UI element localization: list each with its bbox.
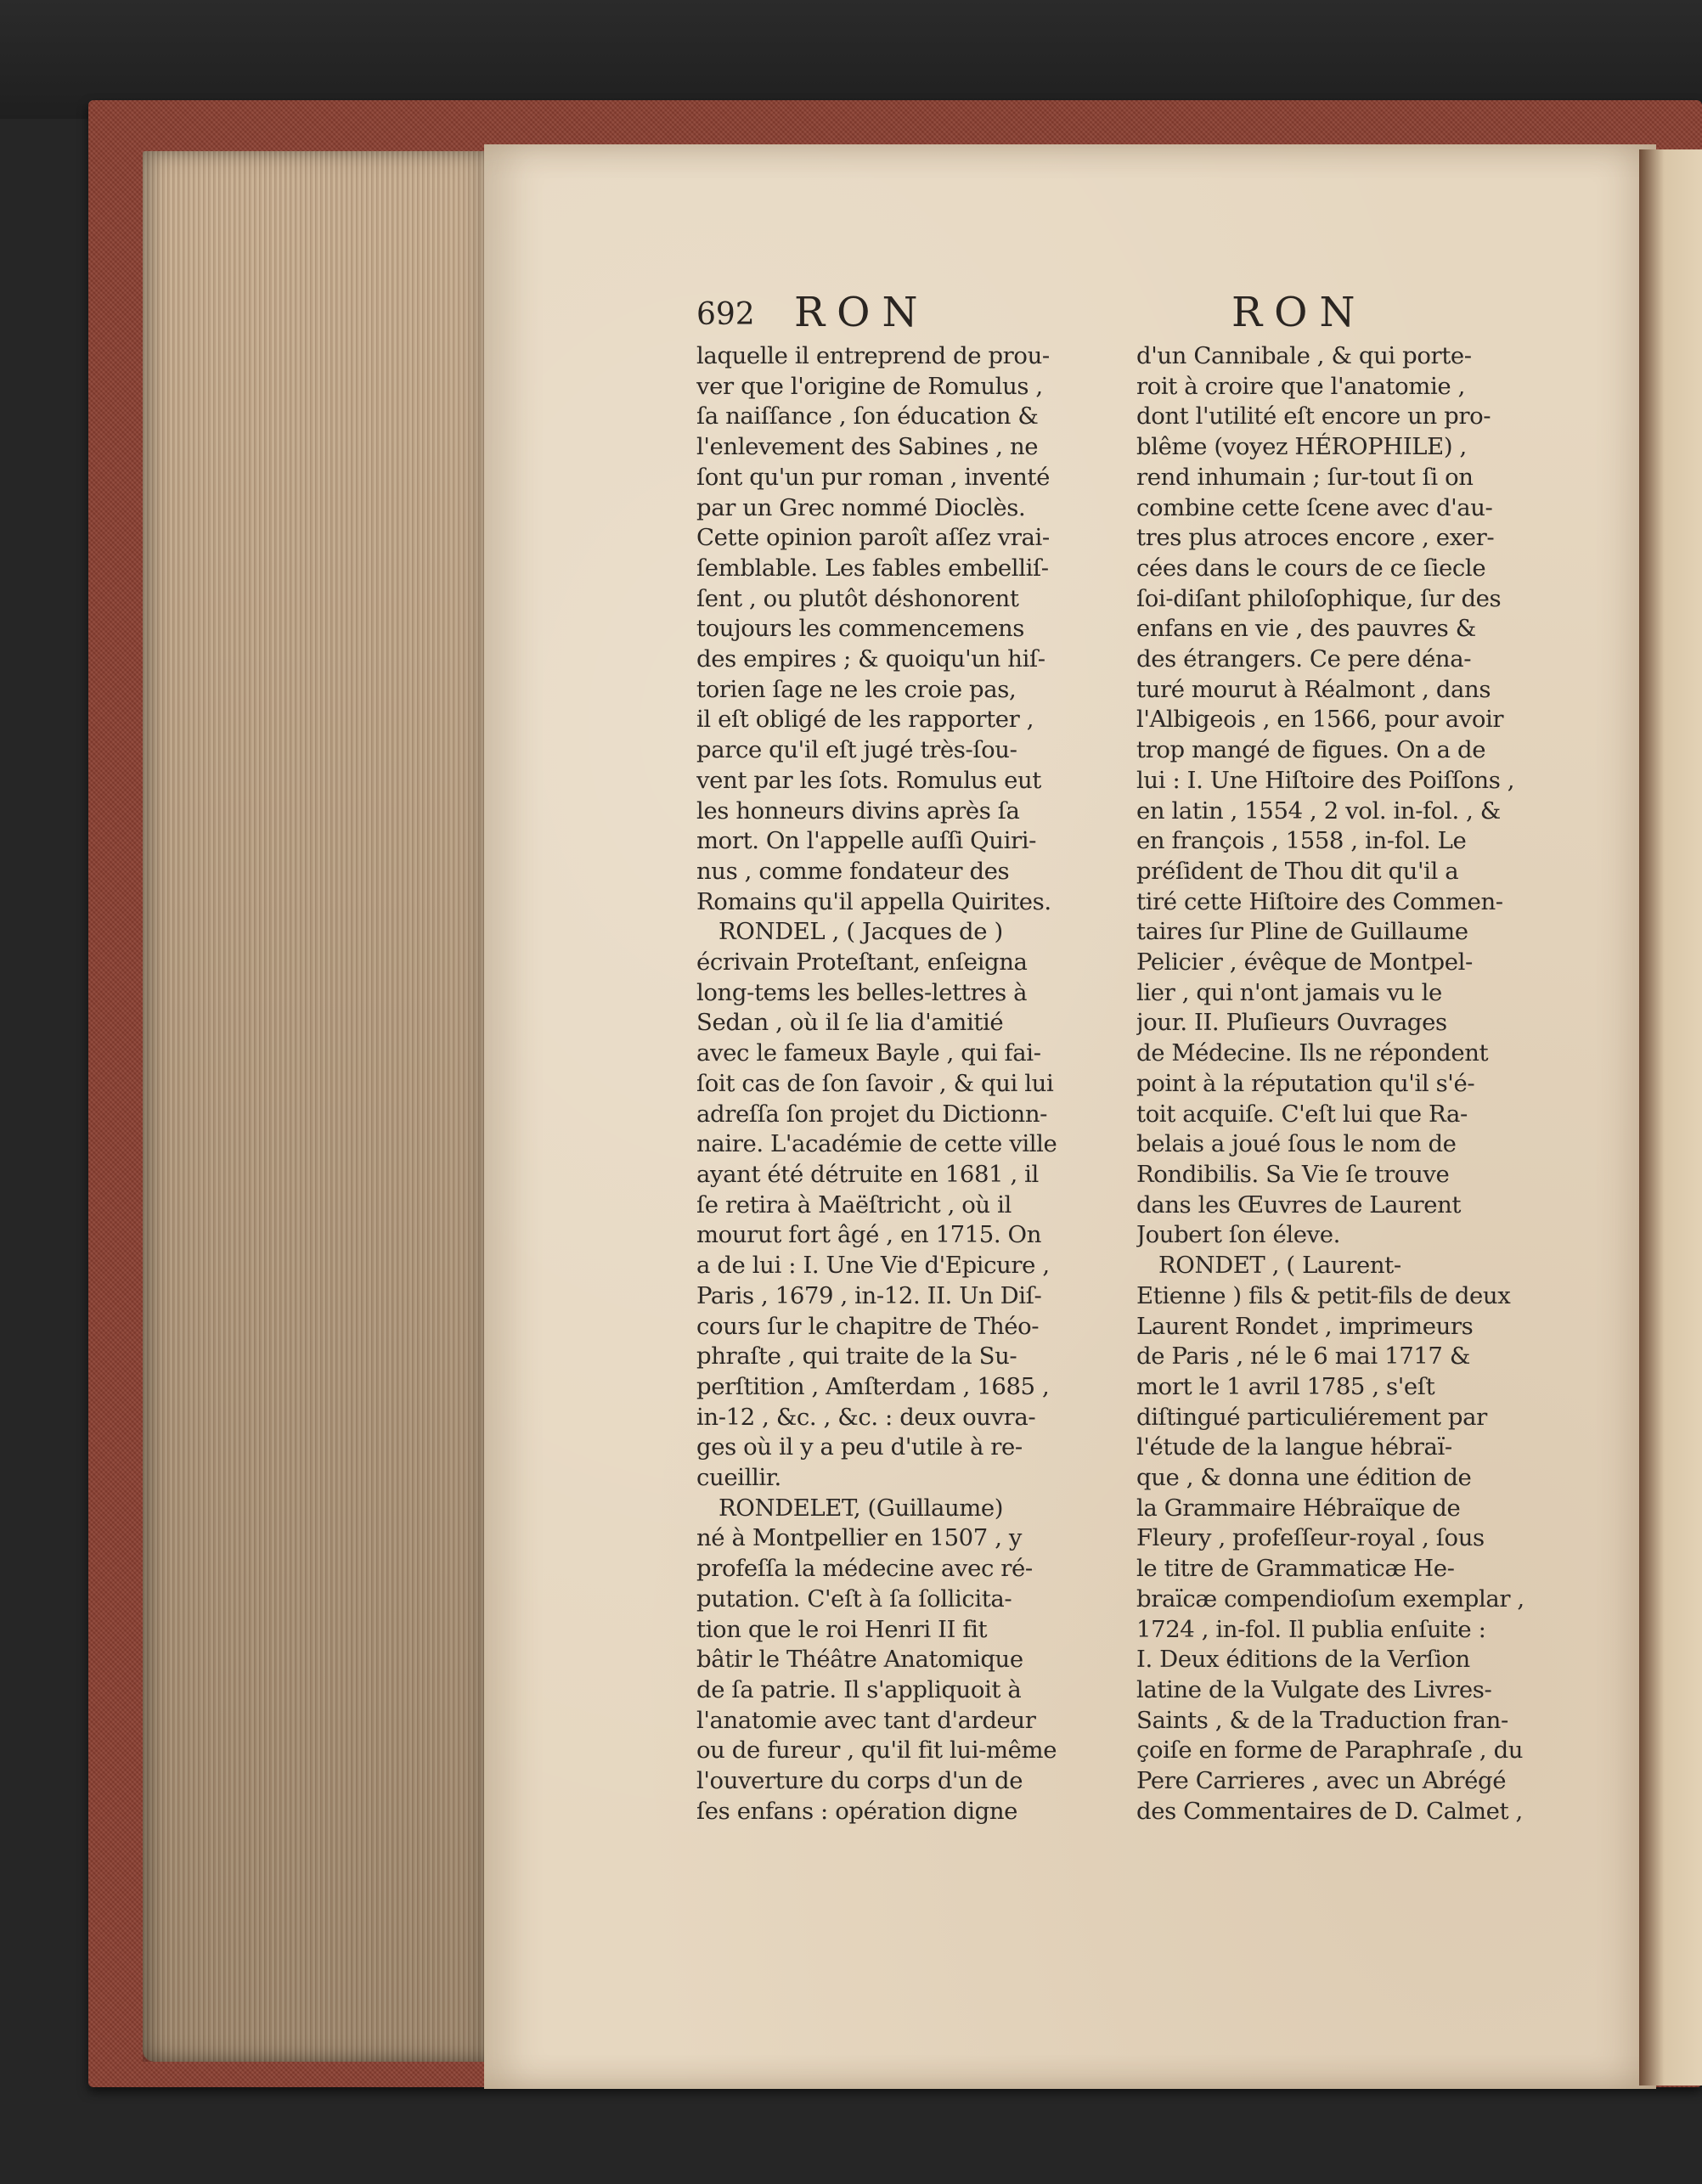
text-line: torien ſage ne les croie pas, [696, 675, 1017, 703]
text-line: bâtir le Théâtre Anatomique [696, 1646, 1023, 1674]
text-line: latine de la Vulgate des Livres- [1136, 1675, 1492, 1703]
text-line: mourut fort âgé , en 1715. On [696, 1221, 1042, 1249]
page-block-edges [143, 151, 499, 2062]
text-line: l'anatomie avec tant d'ardeur [696, 1706, 1036, 1734]
text-line: en françois , 1558 , in-fol. Le [1136, 827, 1467, 855]
text-line: ſemblable. Les fables embelliſ- [696, 554, 1049, 582]
text-line: RONDEL , ( Jacques de ) [719, 918, 1003, 946]
text-line: blême (voyez HÉROPHILE) , [1136, 433, 1467, 461]
text-line: l'étude de la langue hébraï- [1136, 1433, 1452, 1461]
text-line: la Grammaire Hébraïque de [1136, 1494, 1461, 1522]
text-line: belais a joué ſous le nom de [1136, 1130, 1457, 1158]
text-line: Romains qu'il appella Quirites. [696, 887, 1051, 915]
text-line: dont l'utilité eſt encore un pro- [1136, 402, 1491, 431]
text-line: l'ouverture du corps d'un de [696, 1767, 1023, 1795]
text-line: que , & donna une édition de [1136, 1464, 1472, 1492]
text-line: point à la réputation qu'il s'é- [1136, 1069, 1475, 1097]
text-line: cées dans le cours de ce ſiecle [1136, 554, 1486, 582]
text-line: des Commentaires de D. Calmet , [1136, 1797, 1523, 1825]
text-line: l'enlevement des Sabines , ne [696, 433, 1039, 461]
text-line: Joubert ſon éleve. [1136, 1221, 1340, 1249]
text-line: Saints , & de la Traduction fran- [1136, 1706, 1508, 1734]
text-line: RONDET , ( Laurent- [1158, 1252, 1401, 1280]
text-line: laquelle il entreprend de prou- [696, 342, 1050, 369]
text-line: toit acquiſe. C'eſt lui que Ra- [1136, 1100, 1468, 1128]
text-line: ges où il y a peu d'utile à re- [696, 1433, 1023, 1461]
text-line: ſe retira à Maëſtricht , où il [696, 1191, 1012, 1219]
text-line: Fleury , profeſſeur-royal , ſous [1136, 1524, 1485, 1552]
text-line: préſident de Thou dit qu'il a [1136, 857, 1459, 885]
text-line: de Médecine. Ils ne répondent [1136, 1039, 1489, 1067]
text-line: cueillir. [696, 1464, 781, 1492]
text-line: RONDELET, (Guillaume) [719, 1494, 1004, 1522]
text-line: ſoi-diſant philoſophique, ſur des [1136, 584, 1502, 612]
text-line: long-tems les belles-lettres à [696, 978, 1028, 1006]
text-line: Paris , 1679 , in-12. II. Un Diſ- [696, 1281, 1042, 1309]
text-line: nus , comme fondateur des [696, 857, 1010, 885]
text-line: phraſte , qui traite de la Su- [696, 1342, 1017, 1371]
text-line: turé mourut à Réalmont , dans [1136, 675, 1491, 703]
text-line: écrivain Proteſtant, enſeigna [696, 948, 1028, 977]
text-line: ſont qu'un pur roman , inventé [696, 463, 1050, 491]
text-line: ſoit cas de ſon ſavoir , & qui lui [696, 1069, 1054, 1097]
text-line: tiré cette Hiſtoire des Commen- [1136, 887, 1503, 915]
text-line: avec le fameux Bayle , qui fai- [696, 1039, 1041, 1067]
text-line: Sedan , où il ſe lia d'amitié [696, 1009, 1004, 1037]
text-line: ſes enfans : opération digne [696, 1797, 1018, 1825]
text-line: Rondibilis. Sa Vie ſe trouve [1136, 1160, 1450, 1188]
text-line: in-12 , &c. , &c. : deux ouvra- [696, 1403, 1036, 1431]
text-line: naire. L'académie de cette ville [696, 1130, 1057, 1158]
text-line: diſtingué particuliérement par [1136, 1403, 1487, 1431]
text-line: de Paris , né le 6 mai 1717 & [1136, 1342, 1470, 1371]
text-line: parce qu'il eſt jugé très-ſou- [696, 736, 1017, 764]
text-line: ſent , ou plutôt déshonorent [696, 584, 1019, 612]
text-line: l'Albigeois , en 1566, pour avoir [1136, 706, 1504, 734]
text-line: ou de fureur , qu'il fit lui-même [696, 1737, 1057, 1765]
text-line: enfans en vie , des pauvres & [1136, 615, 1476, 643]
text-line: tres plus atroces encore , exer- [1136, 524, 1495, 552]
text-line: d'un Cannibale , & qui porte- [1136, 342, 1472, 369]
text-line: profeſſa la médecine avec ré- [696, 1555, 1033, 1583]
text-line: putation. C'eſt à ſa ſollicita- [696, 1585, 1012, 1613]
page-number: 692 [696, 297, 755, 332]
text-line: né à Montpellier en 1507 , y [696, 1524, 1023, 1552]
text-line: ayant été détruite en 1681 , il [696, 1160, 1039, 1188]
text-column-right [1136, 341, 1553, 1827]
text-line: toujours les commencemens [696, 615, 1024, 643]
text-line: combine cette ſcene avec d'au- [1136, 493, 1493, 521]
text-line: Cette opinion paroît aſſez vrai- [696, 524, 1050, 552]
text-line: Etienne ) fils & petit-fils de deux [1136, 1281, 1511, 1309]
text-line: mort le 1 avril 1785 , s'eſt [1136, 1372, 1435, 1400]
text-line: jour. II. Pluſieurs Ouvrages [1136, 1009, 1447, 1037]
text-line: Pelicier , évêque de Montpel- [1136, 948, 1473, 977]
text-line: par un Grec nommé Dioclès. [696, 493, 1026, 521]
text-line: ver que l'origine de Romulus , [696, 372, 1043, 400]
text-line: vent par les ſots. Romulus eut [696, 766, 1041, 794]
text-line: le titre de Grammaticæ He- [1136, 1555, 1455, 1583]
text-line: trop mangé de figues. On a de [1136, 736, 1486, 764]
text-line: roit à croire que l'anatomie , [1136, 372, 1465, 400]
text-line: 1724 , in-fol. Il publia enſuite : [1136, 1615, 1486, 1643]
text-line: Laurent Rondet , imprimeurs [1136, 1312, 1474, 1340]
text-line: des empires ; & quoiqu'un hiſ- [696, 645, 1045, 673]
text-line: cours ſur le chapitre de Théo- [696, 1312, 1040, 1340]
text-column-left [696, 341, 1113, 1827]
text-line: çoiſe en forme de Paraphraſe , du [1136, 1737, 1524, 1765]
text-line: de ſa patrie. Il s'appliquoit à [696, 1675, 1022, 1703]
text-line: les honneurs divins après ſa [696, 796, 1020, 825]
text-line: mort. On l'appelle auſſi Quiri- [696, 827, 1037, 855]
text-line: il eſt obligé de les rapporter , [696, 706, 1034, 734]
text-line: tion que le roi Henri II fit [696, 1615, 988, 1643]
text-line: dans les Œuvres de Laurent [1136, 1191, 1462, 1219]
running-head-right: RON [1231, 289, 1367, 336]
text-line: braïcæ compendioſum exemplar , [1136, 1585, 1524, 1613]
text-line: perſtition , Amſterdam , 1685 , [696, 1372, 1050, 1400]
text-line: lier , qui n'ont jamais vu le [1136, 978, 1442, 1006]
running-head-left: RON [794, 289, 930, 336]
text-line: Pere Carrieres , avec un Abrégé [1136, 1767, 1507, 1795]
text-line: rend inhumain ; ſur-tout ſi on [1136, 463, 1474, 491]
text-line: en latin , 1554 , 2 vol. in-fol. , & [1136, 796, 1501, 825]
text-line: adreſſa ſon projet du Dictionn- [696, 1100, 1048, 1128]
text-line: a de lui : I. Une Vie d'Epicure , [696, 1252, 1050, 1280]
facing-page-edge [1639, 149, 1702, 2085]
text-line: taires ſur Pline de Guillaume [1136, 918, 1468, 946]
text-line: I. Deux éditions de la Verſion [1136, 1646, 1470, 1674]
text-line: lui : I. Une Hiſtoire des Poiſſons , [1136, 766, 1515, 794]
text-line: ſa naiſſance , ſon éducation & [696, 402, 1039, 431]
text-line: des étrangers. Ce pere déna- [1136, 645, 1472, 673]
